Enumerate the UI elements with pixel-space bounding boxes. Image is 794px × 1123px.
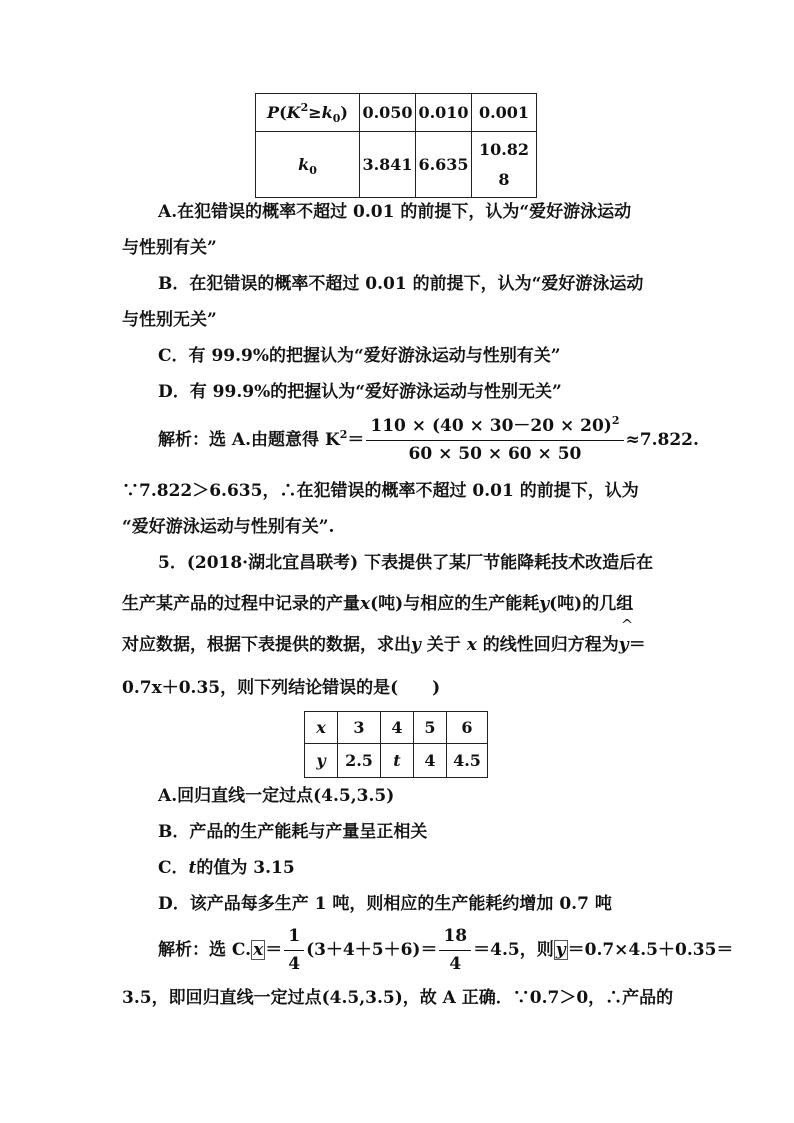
production-data-table — [304, 711, 488, 778]
eighteen-quarters-fraction: $\frac{18}{4}$ — [439, 928, 471, 973]
q5-stem-line4: 0.7x＋0.35，则下列结论错误的是( ) — [122, 678, 441, 698]
y-bar-symbol: y — [555, 940, 566, 960]
q4-option-c: C．有 99.9%的把握认为“爱好游泳运动与性别有关” — [158, 346, 561, 366]
table-cell: 4 — [381, 712, 414, 744]
q4-option-b-line1: B．在犯错误的概率不超过 0.01 的前提下，认为“爱好游泳运动 — [158, 274, 644, 294]
fraction-denominator: 60 × 50 × 60 × 50 — [408, 444, 582, 464]
q5-option-b: B．产品的生产能耗与产量呈正相关 — [158, 822, 428, 842]
critical-value-table — [255, 93, 537, 198]
q4-option-a-line1: A.在犯错误的概率不超过 0.01 的前提下，认为“爱好游泳运动 — [158, 202, 632, 222]
q5-solution-line2: 3.5，即回归直线一定过点(4.5,3.5)，故 A 正确．∵0.7＞0，∴产品的 — [122, 988, 674, 1008]
table-cell: 4.5 — [447, 744, 488, 778]
one-quarter-fraction: $\frac{1}{4}$ — [284, 928, 304, 973]
table-cell: t — [381, 744, 414, 778]
q4-solution-prefix: 解析：选 A.由题意得 K — [158, 430, 340, 450]
q5-solution-prefix: 解析：选 C. — [158, 940, 252, 960]
table-cell: 3 — [338, 712, 381, 744]
header-label-cell: $P(K^2\ge k_0)$ — [256, 94, 360, 132]
y-hat-symbol: ^ y — [618, 616, 634, 655]
q5-option-d: D．该产品每多生产 1 吨，则相应的生产能耗约增加 0.7 吨 — [158, 894, 612, 914]
alpha-cell: 0.010 — [416, 94, 472, 132]
k0-value-cell: 6.635 — [416, 132, 472, 198]
table-cell: 2.5 — [338, 744, 381, 778]
q4-solution-formula: 解析：选 A.由题意得 $K^2=$ $\frac{110 \times (40 \times 30-20 \times 20)^2}{60 \times 50 \times 60 \times 50}$ ≈7.822. — [158, 414, 699, 464]
q5-stem-line1: 5．(2018·湖北宜昌联考) 下表提供了某厂节能降耗技术改造后在 — [158, 553, 654, 573]
x-bar-symbol: x — [253, 940, 264, 960]
q4-solution-line3: “爱好游泳运动与性别有关”. — [122, 517, 335, 537]
q5-solution-formula: 解析：选 C. x ＝ $\frac{1}{4}$ (3＋4＋5＋6)＝ $\frac{18}{4}$ ＝4.5，则 y ＝0.7×4.5＋0.35＝ — [158, 926, 734, 974]
table-cell: 5 — [414, 712, 447, 744]
q5-stem-line2: 生产某产品的过程中记录的产量x(吨)与相应的生产能耗y(吨)的几组 — [122, 594, 634, 614]
equals-sign: ＝ — [347, 430, 365, 450]
chi-square-fraction — [366, 414, 623, 464]
table-cell: 6 — [447, 712, 488, 744]
table-cell: 4 — [414, 744, 447, 778]
q5-option-a: A.回归直线一定过点(4.5,3.5) — [158, 786, 395, 806]
k0-value-part2: 8 — [498, 169, 510, 189]
q4-option-b-line2: 与性别无关” — [122, 310, 217, 330]
k0-value-part1: 10.82 — [478, 139, 530, 159]
k0-label-cell: $k_0$ — [256, 132, 360, 198]
table-cell: x — [305, 712, 338, 744]
q4-option-d: D．有 99.9%的把握认为“爱好游泳运动与性别无关” — [158, 382, 562, 402]
q5-stem-line3: 对应数据，根据下表提供的数据，求出y 关于 x 的线性回归方程为 ^ y＝ — [122, 616, 646, 655]
q4-solution-result: ≈7.822. — [625, 430, 699, 450]
q5-option-c: C．t的值为 3.15 — [158, 858, 295, 878]
k0-value-cell: 3.841 — [360, 132, 416, 198]
alpha-cell: 0.001 — [472, 94, 537, 132]
k0-value-cell — [472, 132, 537, 198]
fraction-numerator: $110 \times (40 \times 30-20 \times 20)^2$ — [366, 418, 623, 441]
q4-solution-line2: ∵7.822＞6.635，∴在犯错误的概率不超过 0.01 的前提下，认为 — [122, 481, 639, 501]
table-cell: y — [305, 744, 338, 778]
alpha-cell: 0.050 — [360, 94, 416, 132]
q4-option-a-line2: 与性别有关” — [122, 238, 217, 258]
